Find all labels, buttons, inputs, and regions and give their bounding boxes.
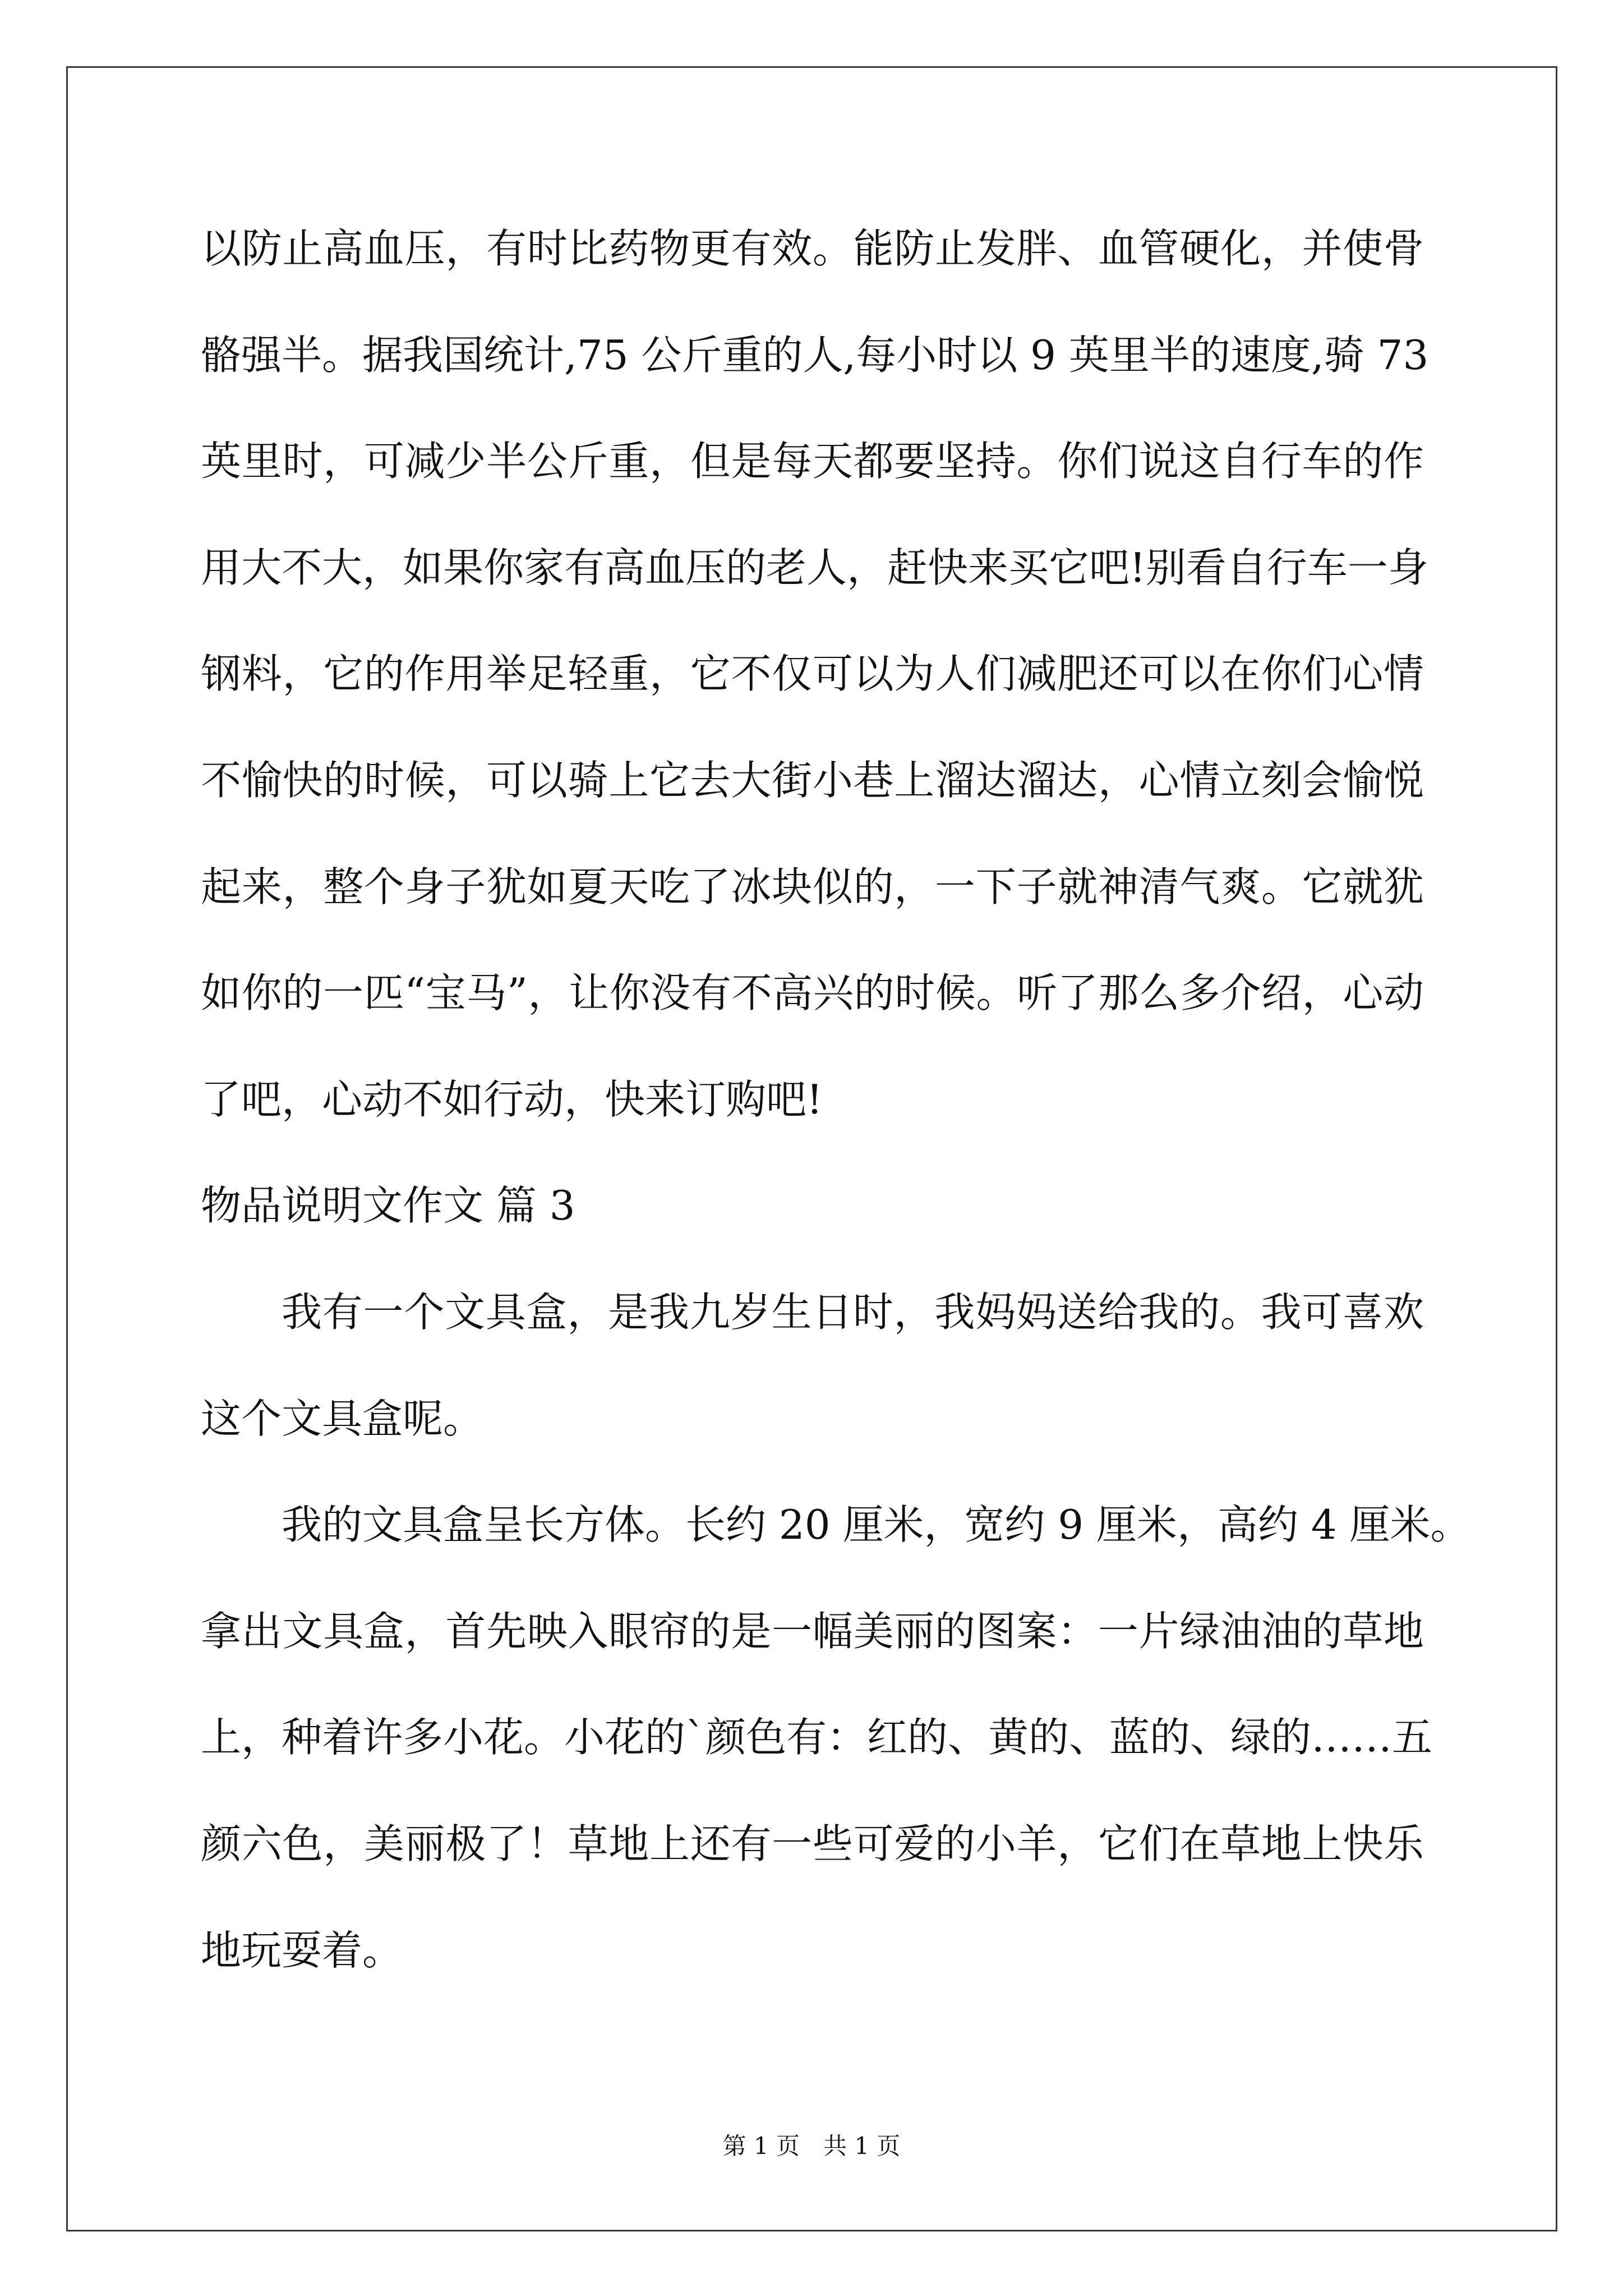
- page-footer: 第 1 页 共 1 页: [722, 2132, 901, 2160]
- text-line: 上，种着许多小花。小花的`颜色有：红的、黄的、蓝的、绿的……五: [201, 1714, 1433, 1761]
- text-line: 如你的一匹“宝马”，让你没有不高兴的时候。听了那么多介绍，心动: [201, 969, 1424, 1017]
- text-line: 用大不大，如果你家有高血压的老人，赶快来买它吧!别看自行车一身: [201, 544, 1428, 591]
- text-line: 起来，整个身子犹如夏天吃了冰块似的，一下子就神清气爽。它就犹: [201, 863, 1424, 910]
- text-line: 颜六色，美丽极了！草地上还有一些可爱的小羊，它们在草地上快乐: [201, 1820, 1424, 1867]
- text-line: 不愉快的时候，可以骑上它去大街小巷上溜达溜达，心情立刻会愉悦: [201, 756, 1424, 804]
- paragraph: [201, 1259, 1424, 1472]
- text-line: 地玩耍着。: [201, 1926, 403, 1974]
- text-line: 这个文具盒呢。: [201, 1395, 484, 1442]
- document-body: [201, 196, 1471, 2004]
- text-line: 了吧，心动不如行动，快来订购吧!: [201, 1075, 823, 1123]
- text-line: 我有一个文具盒，是我九岁生日时，我妈妈送给我的。我可喜欢: [282, 1288, 1424, 1336]
- paragraph: [201, 1472, 1471, 2004]
- section-heading: 物品说明文作文 篇 3: [201, 1182, 575, 1230]
- text-line: 英里时，可减少半公斤重，但是每天都要坚持。你们说这自行车的作: [201, 438, 1424, 485]
- text-line: 骼强半。据我国统计,75 公斤重的人,每小时以 9 英里半的速度,骑 73: [201, 331, 1429, 379]
- text-line: 我的文具盒呈长方体。长约 20 厘米，宽约 9 厘米，高约 4 厘米。: [282, 1501, 1471, 1549]
- text-line: 钢料，它的作用举足轻重，它不仅可以为人们减肥还可以在你们心情: [201, 650, 1424, 698]
- paragraph: [201, 196, 1429, 1153]
- text-line: 以防止高血压，有时比药物更有效。能防止发胖、血管硬化，并使骨: [201, 225, 1424, 272]
- text-line: 拿出文具盒，首先映入眼帘的是一幅美丽的图案：一片绿油油的草地: [201, 1607, 1424, 1655]
